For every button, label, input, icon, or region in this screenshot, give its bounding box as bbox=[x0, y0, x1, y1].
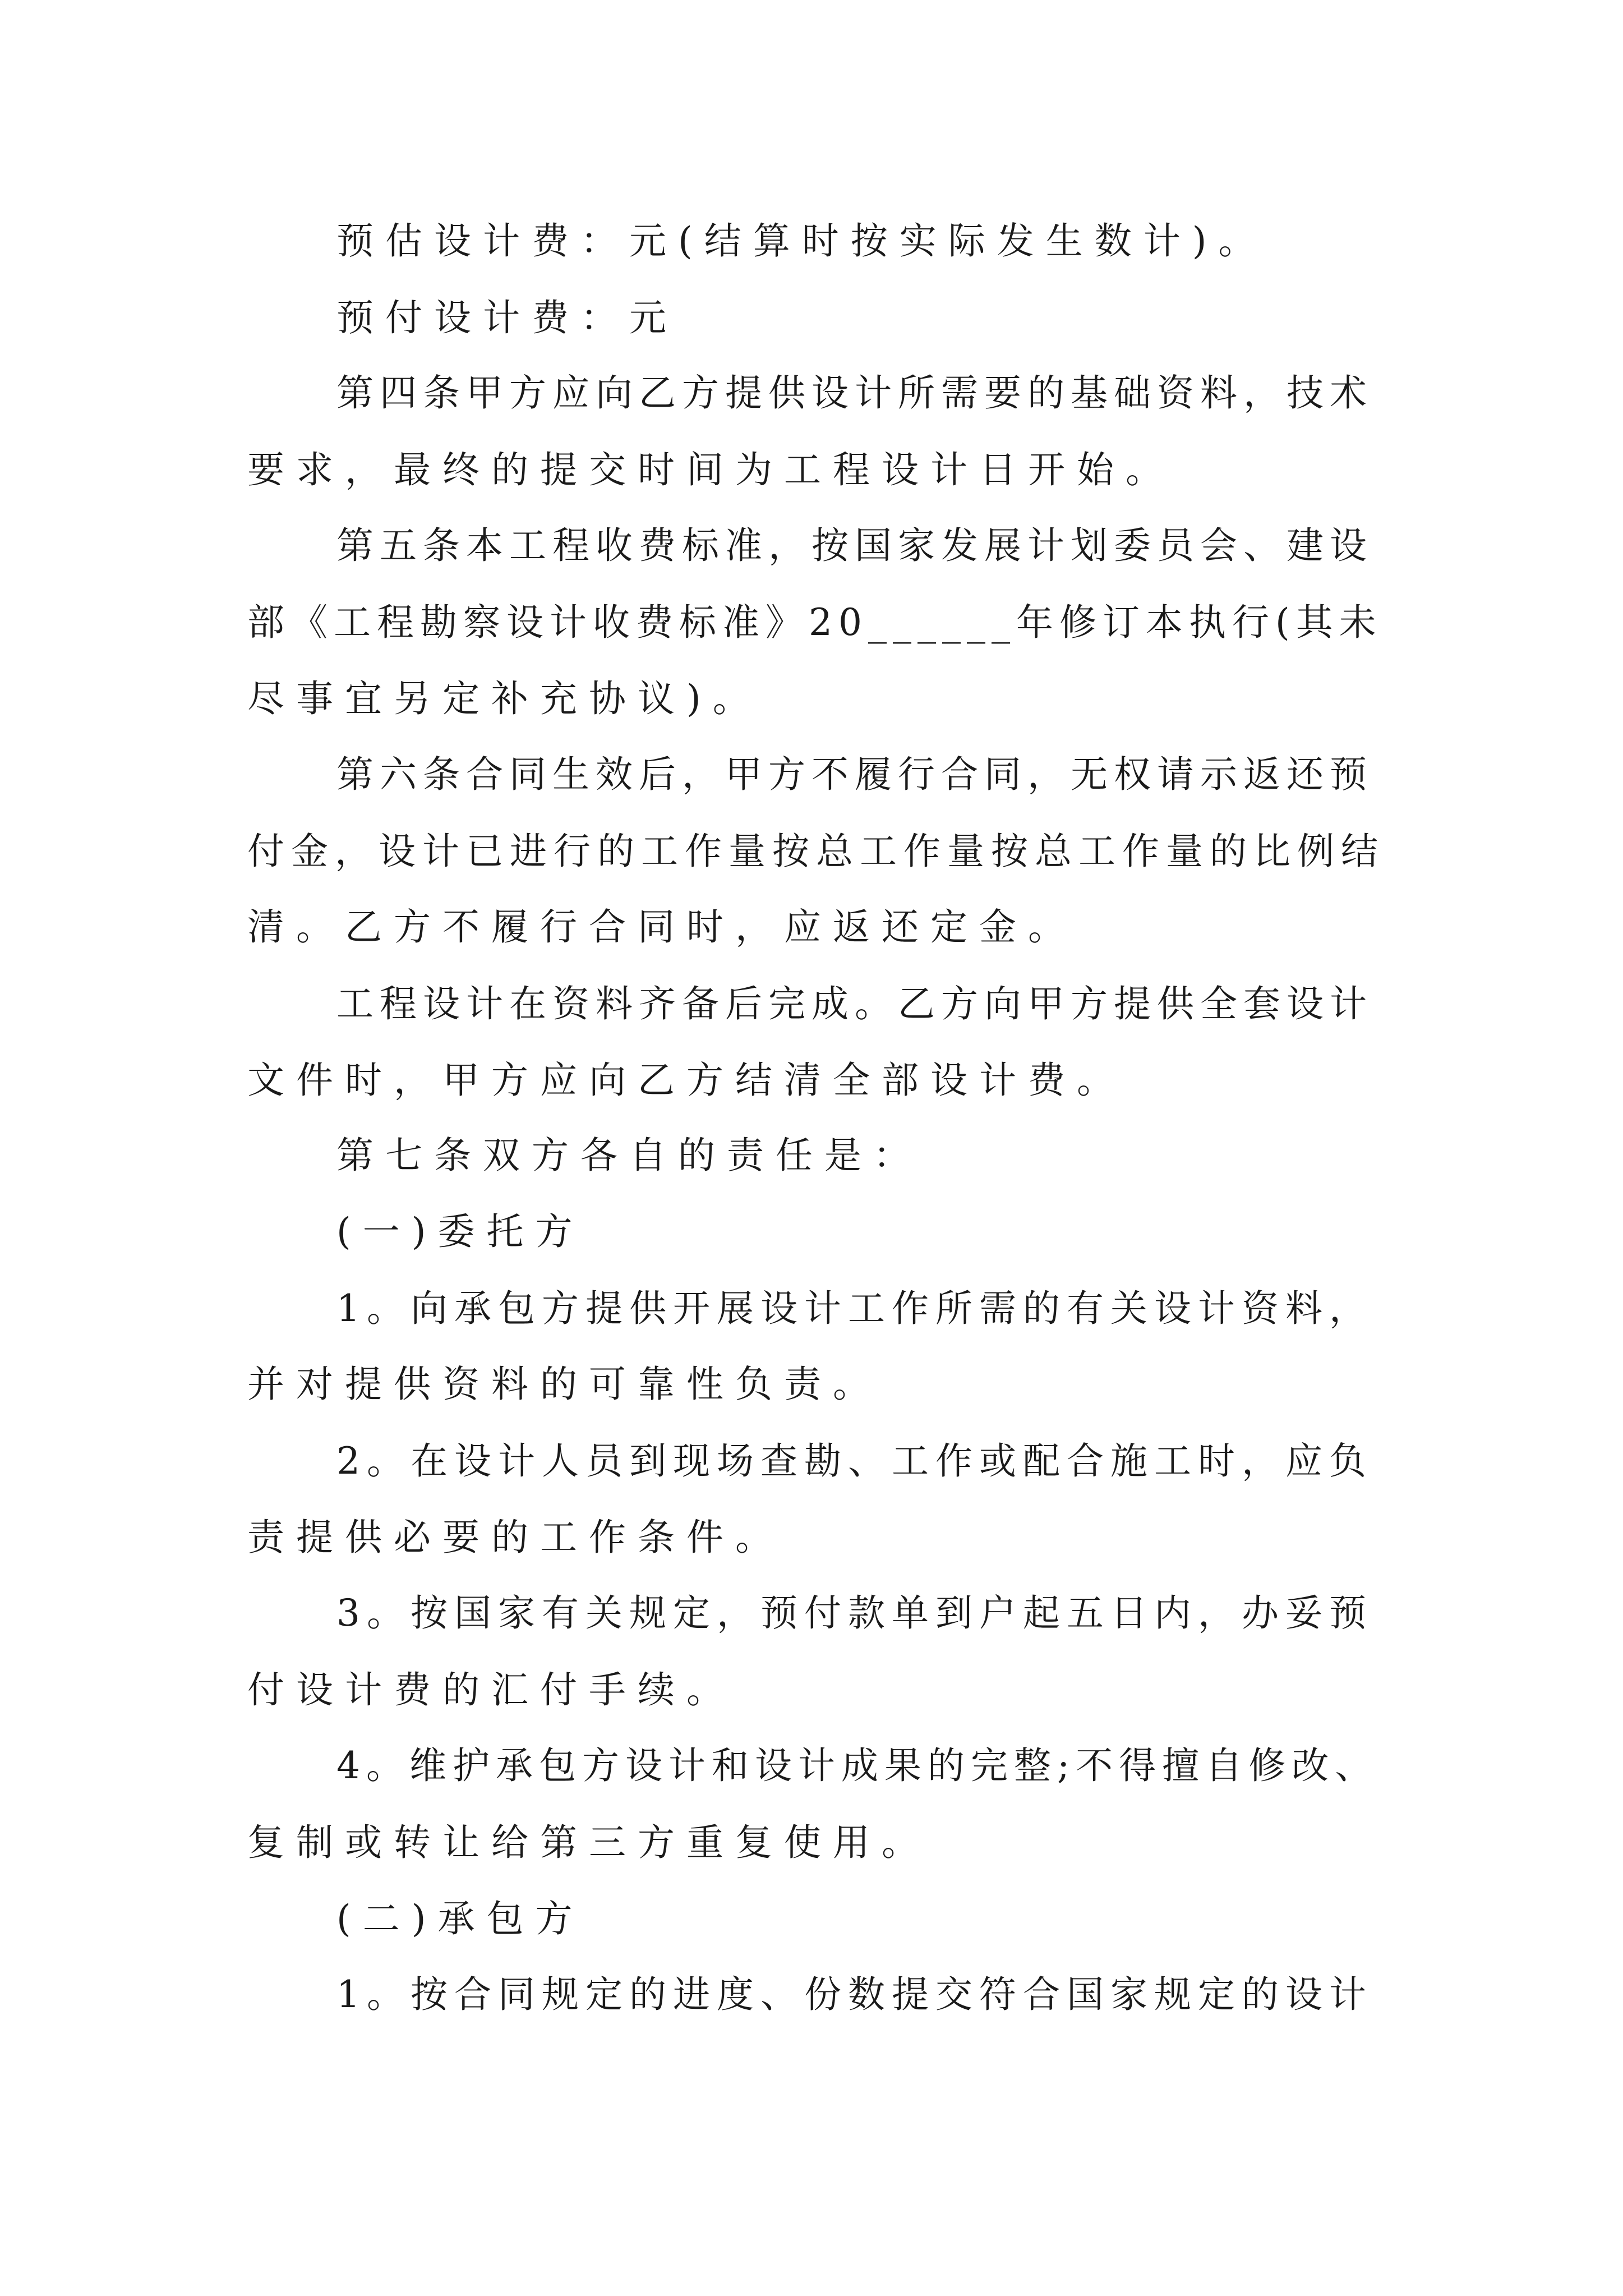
text-line: 文件时，甲方应向乙方结清全部设计费。 bbox=[247, 1059, 1126, 1102]
text-line: 要求，最终的提交时间为工程设计日开始。 bbox=[247, 448, 1174, 491]
text-line-prepaid-fee: 预付设计费：元 bbox=[336, 296, 678, 339]
text-line: 复制或转让给第三方重复使用。 bbox=[247, 1821, 930, 1864]
text-line-estimated-fee: 预估设计费：元(结算时按实际发生数计)。 bbox=[336, 219, 1267, 263]
text-line-article-6: 第六条合同生效后，甲方不履行合同，无权请示返还预 bbox=[336, 753, 1373, 796]
section-heading-client: (一)委托方 bbox=[336, 1210, 584, 1253]
text-line-contractor-item-1: 1。按合同规定的进度、份数提交符合国家规定的设计 bbox=[336, 1973, 1373, 2016]
text-line-article-4: 第四条甲方应向乙方提供设计所需要的基础资料，技术 bbox=[336, 371, 1373, 415]
text-line-client-item-4: 4。维护承包方设计和设计成果的完整;不得擅自修改、 bbox=[336, 1744, 1378, 1787]
section-heading-contractor: (二)承包方 bbox=[336, 1897, 584, 1940]
text-line-client-item-1: 1。向承包方提供开展设计工作所需的有关设计资料， bbox=[336, 1287, 1373, 1330]
text-line: 清。乙方不履行合同时，应返还定金。 bbox=[247, 905, 1077, 949]
text-line-article-5: 第五条本工程收费标准，按国家发展计划委员会、建设 bbox=[336, 524, 1373, 567]
text-line: 并对提供资料的可靠性负责。 bbox=[247, 1363, 882, 1406]
text-line: 尽事宜另定补充协议)。 bbox=[247, 677, 762, 720]
text-line-client-item-2: 2。在设计人员到现场查勘、工作或配合施工时，应负 bbox=[336, 1439, 1373, 1483]
text-line-article-7: 第七条双方各自的责任是： bbox=[336, 1134, 922, 1177]
text-line: 责提供必要的工作条件。 bbox=[247, 1516, 784, 1559]
text-line-completion: 工程设计在资料齐备后完成。乙方向甲方提供全套设计 bbox=[336, 982, 1373, 1025]
text-line: 付金，设计已进行的工作量按总工作量按总工作量的比例结 bbox=[247, 830, 1385, 873]
text-line-client-item-3: 3。按国家有关规定，预付款单到户起五日内，办妥预 bbox=[336, 1591, 1373, 1635]
text-line: 付设计费的汇付手续。 bbox=[247, 1668, 735, 1711]
text-line: 部《工程勘察设计收费标准》20______年修订本执行(其未 bbox=[247, 601, 1382, 644]
